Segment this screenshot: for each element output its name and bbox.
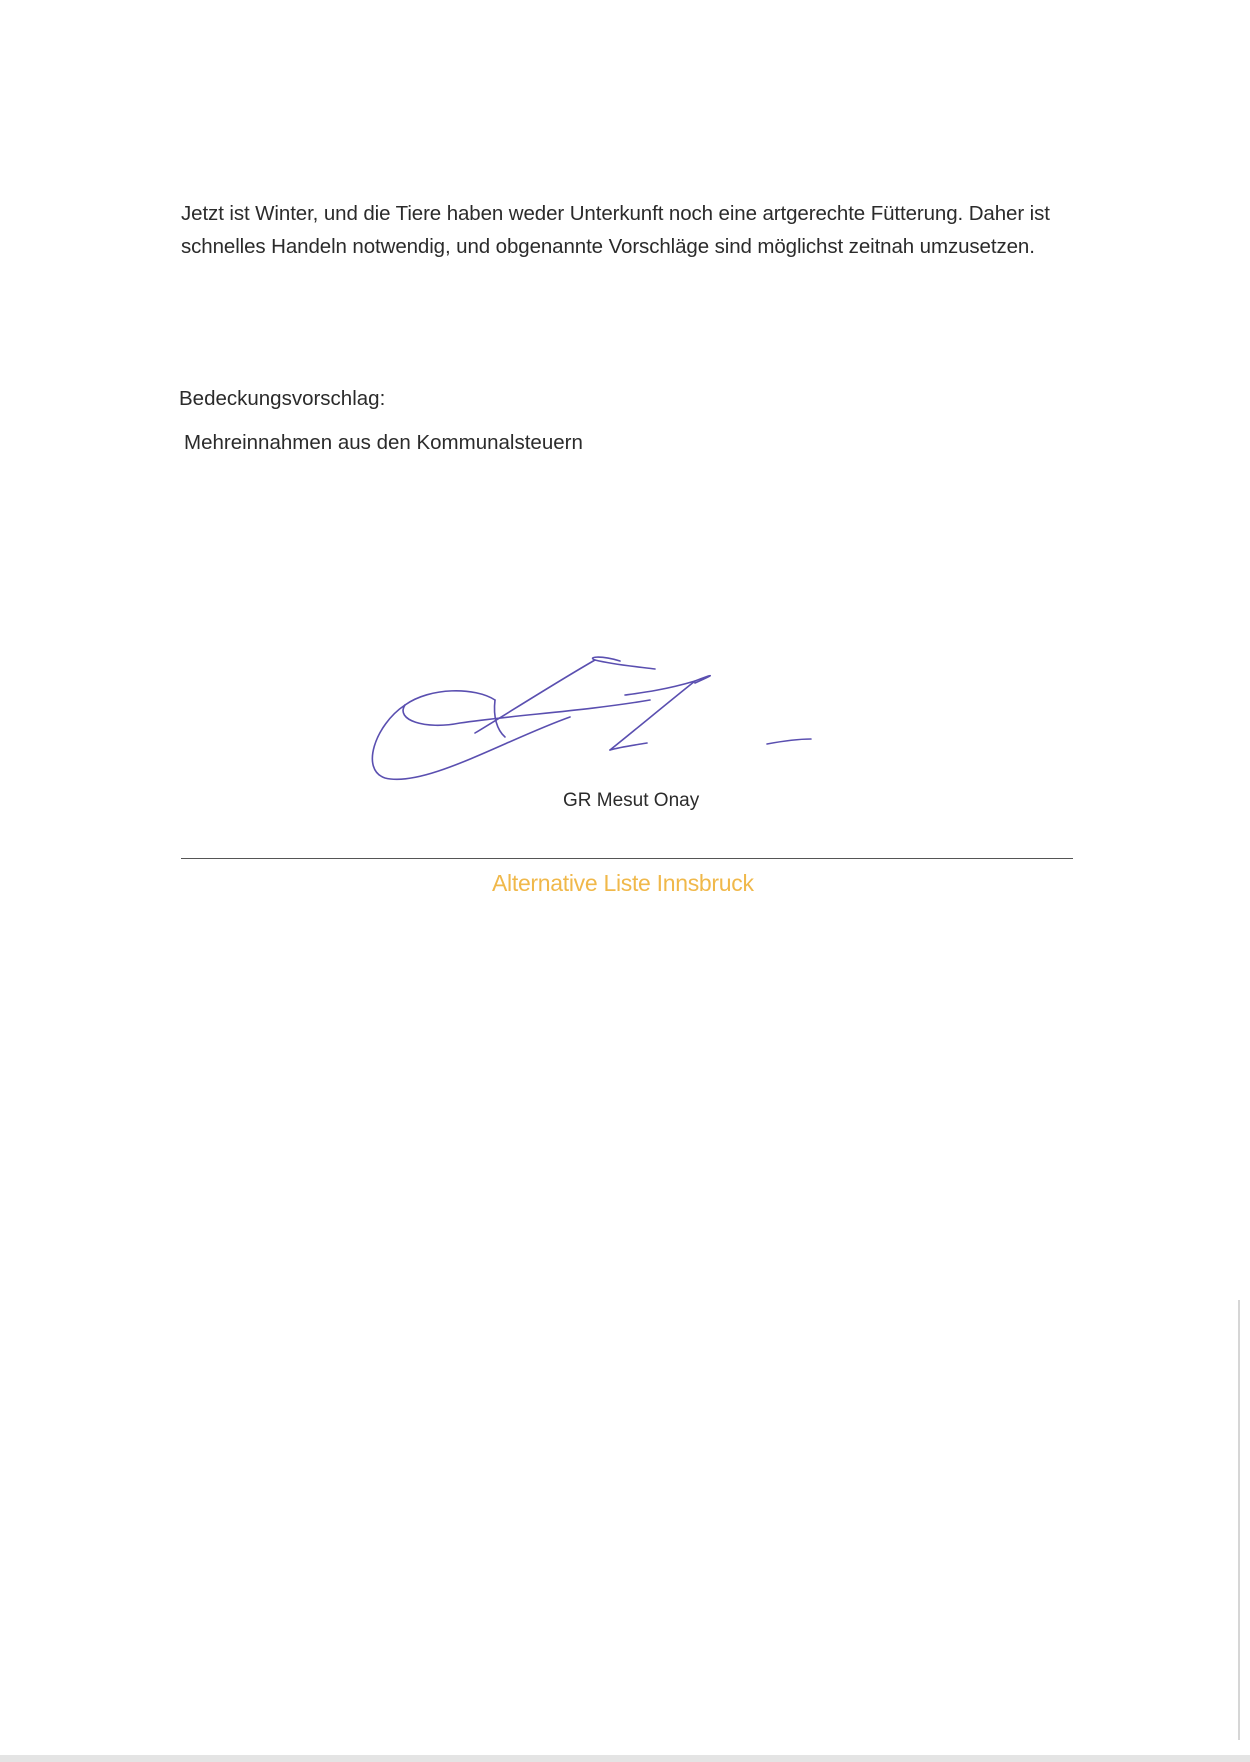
handwritten-signature bbox=[365, 645, 835, 790]
paragraph-line-1: Jetzt ist Winter, und die Tiere haben weder Unterkunft noch eine artgerechte Fütterung. Daher ist bbox=[181, 202, 1050, 225]
paragraph-line-2: schnelles Handeln notwendig, und obgenannte Vorschläge sind möglichst zeitnah umzusetzen. bbox=[181, 234, 1035, 258]
signer-name: GR Mesut Onay bbox=[563, 790, 700, 811]
footer-divider bbox=[181, 858, 1073, 859]
body-paragraph bbox=[181, 198, 1081, 264]
coverage-text: Mehreinnahmen aus den Kommunalsteuern bbox=[184, 431, 583, 454]
scan-edge-right bbox=[1238, 1300, 1240, 1740]
scan-edge-bottom bbox=[0, 1755, 1250, 1762]
footer-organization: Alternative Liste Innsbruck bbox=[492, 870, 754, 896]
coverage-heading: Bedeckungsvorschlag: bbox=[179, 387, 386, 410]
